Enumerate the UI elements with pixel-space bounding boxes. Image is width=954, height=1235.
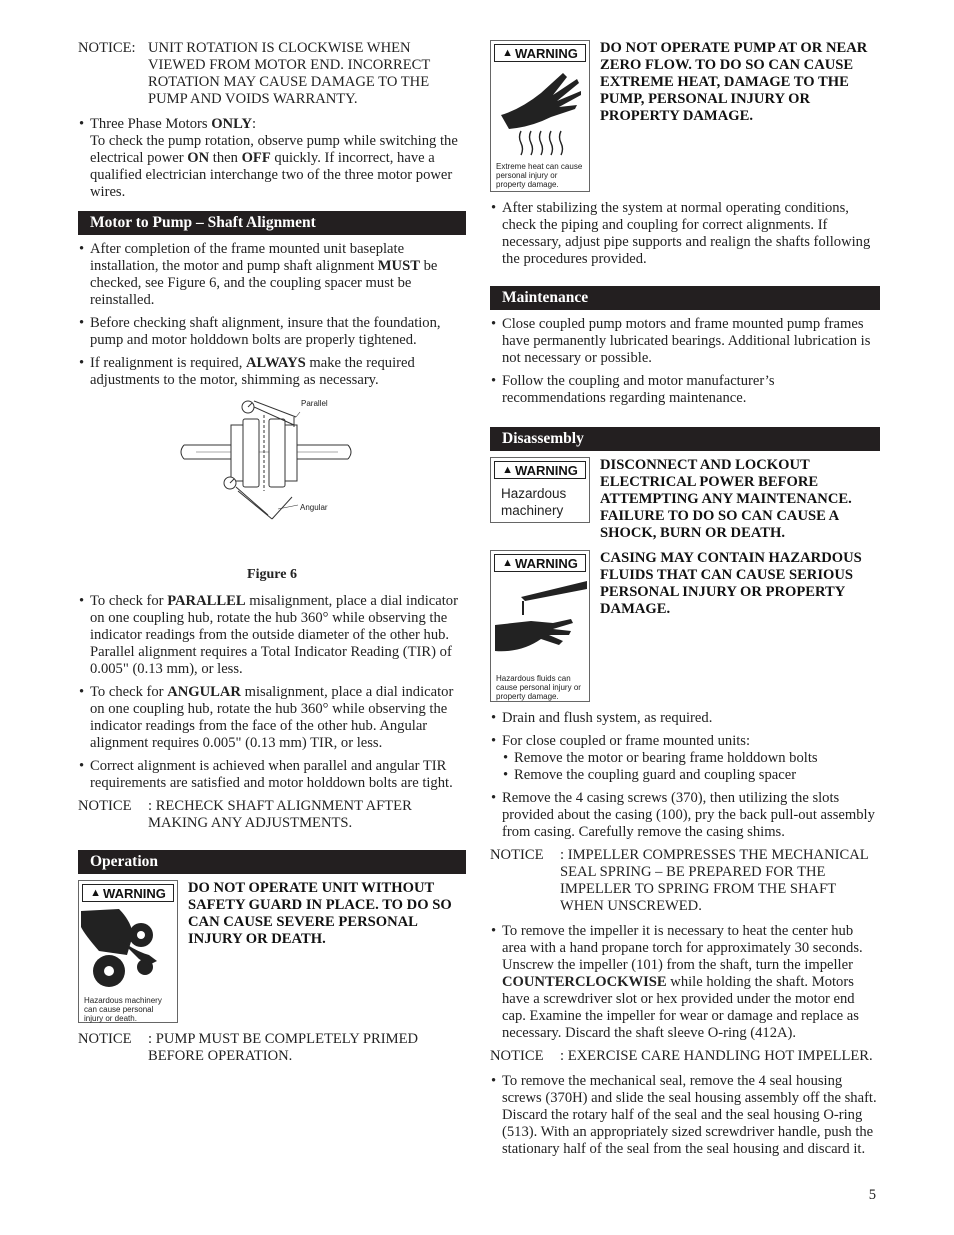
warning-triangle-icon: ▲ — [502, 556, 514, 569]
three-phase-bullet: • Three Phase Motors ONLY: To check the pump rotation, observe pump while switching the electrical power ON then OFF quickly. If incorrect, have a qualified electrician interchange two of the three motor power wires. — [78, 116, 466, 201]
alignment-bullet-2: • Before checking shaft alignment, insure that the foundation, pump and motor holddown bolts are properly tightened. — [78, 315, 466, 349]
fluid-hand-hazard-icon — [491, 575, 589, 669]
warning-label-box — [490, 457, 590, 523]
figure-6-alignment-diagram — [78, 397, 466, 562]
warning-plain-text: Hazardous machinery — [501, 486, 567, 518]
section-header-alignment: Motor to Pump – Shaft Alignment — [78, 211, 466, 235]
notice-label: NOTICE — [78, 1031, 132, 1047]
notice-text: UNIT ROTATION IS CLOCKWISE WHEN VIEWED FROM MOTOR END. INCORRECT ROTATION MAY CAUSE DAMAGE TO THE PUMP AND VOIDS WARRANTY. — [148, 40, 431, 107]
left-column — [78, 40, 466, 1073]
close-coupled-bullet: • For close coupled or frame mounted units: — [490, 733, 880, 750]
warning-badge: ▲ WARNING — [82, 884, 174, 902]
notice-label: NOTICE: — [78, 40, 136, 56]
notice-text: : IMPELLER COMPRESSES THE MECHANICAL SEAL SPRING – BE PREPARED FOR THE IMPELLER TO SPRING FROM THE SHAFT WHEN UNSCREWED. — [560, 847, 869, 914]
notice-recheck — [78, 798, 466, 832]
warning-triangle-icon: ▲ — [502, 463, 514, 476]
notice-primed — [78, 1031, 466, 1065]
close-coupled-subbullet-2: • Remove the coupling guard and coupling spacer — [490, 767, 880, 784]
maintenance-bullet-1: • Close coupled pump motors and frame mounted pump frames have permanently lubricated bearings. Additional lubrication is not necessary or possible. — [490, 316, 880, 367]
figure-label-parallel: Parallel — [301, 399, 328, 408]
figure-caption: Figure 6 — [247, 567, 297, 582]
casing-screws-bullet: • Remove the 4 casing screws (370), then utilizing the slots provided about the casing (100), pry the back pull-out assembly from casing. Carefully remove the casing shims. — [490, 790, 880, 841]
notice-label: NOTICE — [490, 1048, 544, 1064]
warning-disconnect-power — [490, 457, 880, 542]
warning-caption: Hazardous fluids can cause personal injury or property damage. — [496, 674, 581, 701]
gear-hand-hazard-icon — [79, 905, 177, 991]
warning-text: DO NOT OPERATE PUMP AT OR NEAR ZERO FLOW. TO DO SO CAN CAUSE EXTREME HEAT, DAMAGE TO THE PUMP, PERSONAL INJURY OR PROPERTY DAMAGE. — [600, 40, 868, 124]
warning-badge: ▲ WARNING — [494, 554, 586, 572]
warning-hazardous-fluids — [490, 550, 880, 702]
drain-bullet: • Drain and flush system, as required. — [490, 710, 880, 727]
section-header-operation: Operation — [78, 850, 466, 874]
heat-hand-hazard-icon — [491, 65, 589, 157]
stabilize-bullet: • After stabilizing the system at normal operating conditions, check the piping and coupling for correct alignments. If necessary, adjust pipe supports and realign the shafts following the procedures provided. — [490, 200, 880, 268]
notice-impeller-spring — [490, 847, 880, 915]
warning-zero-flow — [490, 40, 880, 192]
warning-triangle-icon: ▲ — [90, 886, 102, 899]
warning-caption: Hazardous machinery can cause personal injury or death. — [84, 996, 162, 1023]
notice-rotation — [78, 40, 466, 108]
warning-caption: Extreme heat can cause personal injury or property damage. — [496, 162, 583, 189]
warning-text: DISCONNECT AND LOCKOUT ELECTRICAL POWER BEFORE ATTEMPTING ANY MAINTENANCE. FAILURE TO DO SO CAN CAUSE A SHOCK, BURN OR DEATH. — [600, 457, 852, 541]
maintenance-bullet-2: • Follow the coupling and motor manufacturer’s recommendations regarding maintenance. — [490, 373, 880, 407]
warning-label-box — [78, 880, 178, 1023]
seal-removal-bullet: • To remove the mechanical seal, remove the 4 seal housing screws (370H) and slide the seal housing assembly off the shaft. Discard the rotary half of the seal and the seal housing O-ring (513). With an appropriately sized screwdriver handle, push the stationary half of the seal from the seal housing and discard it. — [490, 1073, 880, 1158]
warning-triangle-icon: ▲ — [502, 46, 514, 59]
warning-label-box — [490, 550, 590, 702]
alignment-bullet-1: • After completion of the frame mounted unit baseplate installation, the motor and pump shaft alignment MUST be checked, see Figure 6, and the coupling spacer must be reinstalled. — [78, 241, 466, 309]
notice-label: NOTICE — [490, 847, 544, 863]
right-column — [490, 40, 880, 1164]
notice-text: : RECHECK SHAFT ALIGNMENT AFTER MAKING ANY ADJUSTMENTS. — [148, 798, 412, 831]
notice-hot-impeller — [490, 1048, 880, 1065]
warning-badge: ▲ WARNING — [494, 44, 586, 62]
angular-bullet: • To check for ANGULAR misalignment, place a dial indicator on one coupling hub, rotate the hub 360° while observing the indicator readings from the face of the other hub. Angular alignment requires 0.005" (0.13 mm) TIR, or less. — [78, 684, 466, 752]
parallel-bullet: • To check for PARALLEL misalignment, place a dial indicator on one coupling hub, rotate the hub 360° while observing the indicator readings from the outside diameter of the other hub. Parallel alignment requires a Total Indicator Reading (TIR) of 0.005" (0.13 mm), or less. — [78, 593, 466, 678]
warning-text: CASING MAY CONTAIN HAZARDOUS FLUIDS THAT CAN CAUSE SERIOUS PERSONAL INJURY OR PROPERTY DAMAGE. — [600, 550, 862, 617]
correct-alignment-bullet: • Correct alignment is achieved when parallel and angular TIR requirements are satisfied and motor holddown bolts are tight. — [78, 758, 466, 792]
alignment-bullet-3: • If realignment is required, ALWAYS make the required adjustments to the motor, shimming as necessary. — [78, 355, 466, 389]
figure-label-angular: Angular — [300, 503, 328, 512]
warning-text: DO NOT OPERATE UNIT WITHOUT SAFETY GUARD IN PLACE. TO DO SO CAN CAUSE SEVERE PERSONAL INJURY OR DEATH. — [188, 880, 452, 947]
impeller-removal-bullet: • To remove the impeller it is necessary to heat the center hub area with a hand propane torch for approximately 30 seconds. Unscrew the impeller (101) from the shaft, turn the impeller COUNTERCLOCKWISE while holding the shaft. Motors have a screwdriver slot or hex provided under the motor end cap. Examine the impeller for wear or damage and replace as necessary. Discard the shaft sleeve O-ring (412A). — [490, 923, 880, 1042]
warning-badge: ▲ WARNING — [494, 461, 586, 479]
section-header-disassembly: Disassembly — [490, 427, 880, 451]
section-header-maintenance: Maintenance — [490, 286, 880, 310]
notice-text: : EXERCISE CARE HANDLING HOT IMPELLER. — [560, 1048, 873, 1064]
page-number: 5 — [868, 1187, 876, 1203]
notice-label: NOTICE — [78, 798, 132, 814]
close-coupled-subbullet-1: • Remove the motor or bearing frame holddown bolts — [490, 750, 880, 767]
warning-safety-guard — [78, 880, 466, 1023]
warning-label-box — [490, 40, 590, 192]
coupling-diagram — [78, 397, 466, 562]
notice-text: : PUMP MUST BE COMPLETELY PRIMED BEFORE OPERATION. — [148, 1031, 419, 1064]
